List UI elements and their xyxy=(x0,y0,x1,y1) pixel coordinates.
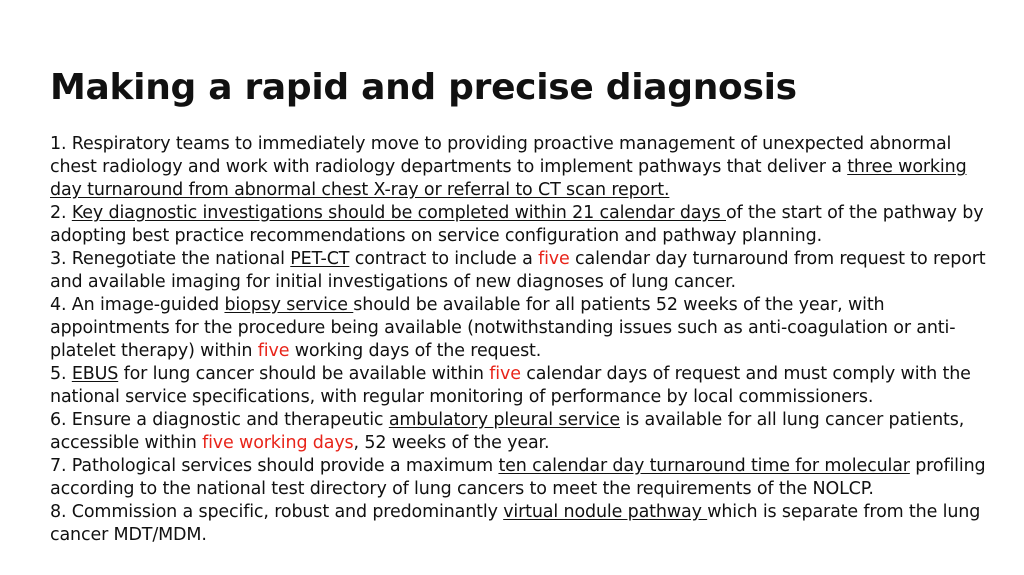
recommendation-item-7 xyxy=(50,455,995,501)
item-text: contract to include a xyxy=(349,249,539,269)
item-text: of the start of the pathway by adopting best practice recommendations on service configuration and pathway planning. xyxy=(50,203,984,246)
item-text: calendar days of request and must comply with the national service specifications, with regular monitoring of performance by local commissioners. xyxy=(50,364,971,407)
underlined-phrase: ambulatory pleural service xyxy=(388,410,621,430)
item-text: 3. Renegotiate the national xyxy=(50,249,291,269)
recommendation-list xyxy=(50,133,995,547)
item-text: working days of the request. xyxy=(289,341,542,361)
item-text: should be available for all patients 52 weeks of the year, with appointments for the procedure being available (notwithstanding issues such as anti-coagulation or anti-platelet therapy) within xyxy=(50,295,956,361)
item-text: calendar day turnaround from request to report and available imaging for initial investigations of new diagnoses of lung cancer. xyxy=(50,249,986,292)
recommendation-item-4 xyxy=(50,294,995,363)
recommendation-item-3 xyxy=(50,248,995,294)
underlined-phrase: biopsy service xyxy=(224,295,354,315)
recommendation-item-6 xyxy=(50,409,995,455)
item-text: 6. Ensure a diagnostic and therapeutic xyxy=(50,410,389,430)
item-text: , 52 weeks of the year. xyxy=(353,433,550,453)
recommendation-item-5 xyxy=(50,363,995,409)
item-text: 7. Pathological services should provide a maximum xyxy=(50,456,499,476)
underlined-phrase: virtual nodule pathway xyxy=(503,502,708,522)
underlined-phrase: EBUS xyxy=(71,364,119,384)
item-text: profiling according to the national test directory of lung cancers to meet the requirements of the NOLCP. xyxy=(50,456,986,499)
highlighted-phrase: five xyxy=(257,341,290,361)
underlined-phrase: PET-CT xyxy=(290,249,350,269)
item-text: 5. xyxy=(50,364,72,384)
highlighted-phrase: five working days xyxy=(202,433,354,453)
underlined-phrase: three working day turnaround from abnormal chest X-ray or referral to CT scan report. xyxy=(50,157,967,200)
recommendation-item-2 xyxy=(50,202,995,248)
recommendation-item-1 xyxy=(50,133,995,202)
recommendation-item-8 xyxy=(50,501,995,547)
item-text: 8. Commission a specific, robust and predominantly xyxy=(50,502,504,522)
underlined-phrase: ten calendar day turnaround time for molecular xyxy=(498,456,910,476)
item-text: 1. Respiratory teams to immediately move to providing proactive management of unexpected abnormal chest radiology and work with radiology departments to implement pathways that deliver a xyxy=(50,134,952,177)
page-title: Making a rapid and precise diagnosis xyxy=(50,67,797,108)
underlined-phrase: Key diagnostic investigations should be completed within 21 calendar days xyxy=(71,203,726,223)
highlighted-phrase: five xyxy=(489,364,521,384)
item-text: for lung cancer should be available within xyxy=(118,364,490,384)
item-text: which is separate from the lung cancer MDT/MDM. xyxy=(50,502,981,545)
item-text: 2. xyxy=(50,203,72,223)
highlighted-phrase: five xyxy=(538,249,570,269)
item-text: 4. An image-guided xyxy=(50,295,225,315)
item-text: is available for all lung cancer patients, accessible within xyxy=(50,410,965,453)
